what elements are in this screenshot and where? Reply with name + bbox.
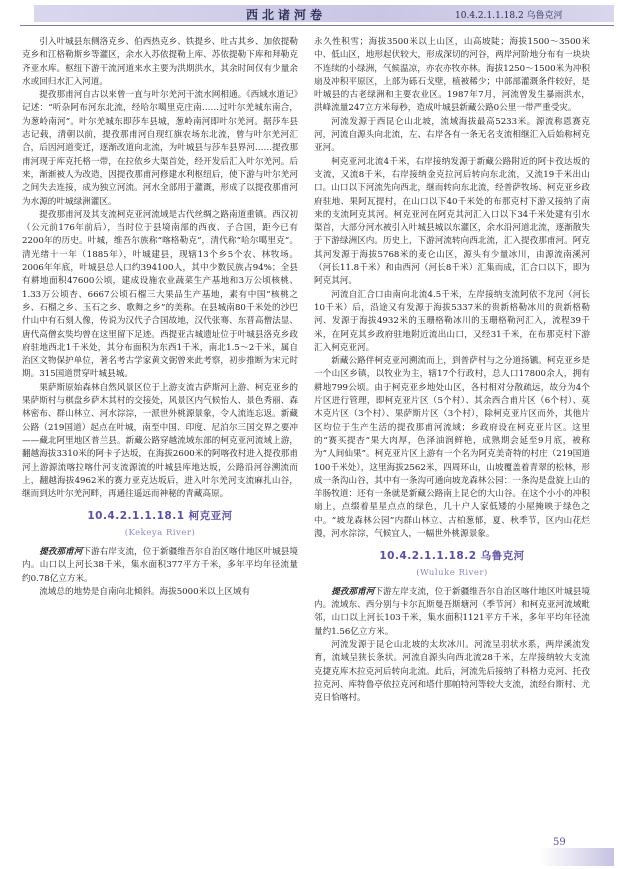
- paragraph: [314, 639, 590, 705]
- lead-term: 提孜那甫河: [331, 586, 375, 597]
- paragraph: 永久性积雪；海拔3500米以上山区，山高坡陡；海拔1500～3500米中、低山区，地形起伏较大，形成深切的河谷，两岸河阶地分布有一块块不连续的小绿洲，气候温凉，亦农亦牧亦林。海拔1250～1500米为冲积扇及冲积平原区，上部为砾石戈壁，植被稀少；中部部灌溉条件较好，是叶城县的古老绿洲和主要农业区。1987年7月，河流曾发生暴雨洪水，洪峰流量247立方米每秒，造成叶城县新藏公路0公里一带严重受灾。: [314, 37, 590, 114]
- paragraph: 果萨斯原始森林自然风景区位于上游支流古萨斯河上游、柯克亚乡的果萨斯村与棋盘乡萨木其村的交接处，风景区内气候怡人、景色秀丽、森林密布、群山林立、河水淙淙，一派世外桃源景象，令人流连忘返。新藏公路（219国道）起点在叶城，南至中国、印度、尼泊尔三国交界之要冲——藏北阿里地区普兰县。新藏公路穿越流域东部的柯克亚河流域上游，翻越海拔3310米的阿卡子达坂，在海拔2600米的阿喀孜村进入提孜那甫河上游源流喀拉喀什河支流源流的叶城县库地达坂，公路沿河谷溯流而上，翻越海拔4962米的赛力亚克达坂后，进入叶尔羌河支流麻扎山谷，继而到达叶尔羌河畔，再通往遥远而神秘的青藏高原。: [22, 382, 298, 500]
- section-heading-en: (Kekeya River): [124, 527, 196, 538]
- paragraph: [22, 586, 298, 599]
- paragraph: 河流自汇合口由南向北流4.5千米，左岸接纳支流阿依不龙河（河长10千米）后，沿途又有发源于海拔5337米的贵新格勒冰川的贵新格勒河、发源于海拔4932米的玉珊格勒冰川的玉珊格勒河汇入，流程39千米，在阿克其乡政府驻地附近流出山口，又经31千米，在布那克村下游汇入柯克亚河。: [314, 289, 590, 353]
- page-number: 59: [553, 837, 566, 848]
- footer-ornament: [540, 848, 614, 866]
- paragraph: 提孜那甫河自古以来曾一直与叶尔羌河干流水网相通。《西域水道记》记述：“听杂阿布河东北流，经哈尔噶里克庄南……过叶尔羌城东南合，为葱岭南河”。叶尔羌城东即莎车县城，葱岭南河即叶尔羌河。据莎车县志记载，清朝以前，提孜那甫河自现红旗农场东北流，曾与叶尔羌河汇合，后因河道变迁，逐渐改道向北流，为叶城县与莎车县界河……提孜那甫河现于库克托格一带，在拉依乡大渠首处，经开发后汇入叶尔羌河。后来，渐渐被人为改造，因提孜那甫河修建水利枢纽后，使下游与叶尔羌河之间失去连接，成为独立河流。河水全部用于灌溉，形成了以提孜那甫河为水源的叶城绿洲灌区。: [22, 90, 298, 207]
- paragraph-text: 下游右岸支流，位于新疆维吾尔自治区喀什地区叶城县境内。山口以上河长38千米，集水面积377平方千米，多年平均年径流量约0.78亿立方米。: [22, 546, 298, 584]
- paragraph-text: 河流发源于昆仑山北坡的太坎冰川。河流呈羽状水系，两岸溪流发育，流域呈狭长条状。河流自源头向西北流28千米，左岸接纳较大支流克捷克库木拉克河后转向北流。此后，河流先后接纳了科格力克河、托孜拉克河、库特鲁亭依拉克河和塔什那帕特河等较大支流，流经台斯村、尤克日恰喀村。: [314, 640, 590, 704]
- paragraph: 引入叶城县东侧洛克乡、伯西热克乡、铁提乡、吐古其乡、加依提勒克乡和江格勒斯乡等灌区，余水入苏依提勒上库、苏依提勒下库和拜勒克齐亚水库。枢纽下游干流河道来水主要为洪期洪水，其余时间仅有少量余水或回归水汇入河道。: [22, 37, 298, 87]
- header-rule: [20, 25, 614, 26]
- section-heading-cn: 10.4.2.1.1.18.2 乌鲁克河: [379, 550, 525, 563]
- left-column: [22, 36, 298, 599]
- paragraph: 河流发源于西昆仑山北坡，流域海拔最高5233米。源流称恩赛克河，河流自源头向北流，左、右岸各有一条无名支流相继汇入后始称柯克亚河。: [314, 116, 590, 154]
- paragraph: 新藏公路伴柯克亚河溯流而上，到普萨村与之分道扬镳。柯克亚乡是一个山区乡镇，以牧业为主，辖17个行政村，总人口17800余人，拥有耕地799公顷。由于柯克亚乡地处山区，各村相对分散疏远，故分为4个片区进行管理，即柯克亚片区（5个村）、其余西合甫片区（6个村）、莫木克片区（3个村）、果萨斯片区（3个村），除柯克亚片区而外，其他片区均位于生产生活的提孜那甫河流域；乡政府设在柯克亚片区。这里的“赛买提杏”果大肉厚，色泽油润鲜艳，成熟期会延至9月底，被称为“人间仙果”。柯克亚片区上游有一个名为阿克美奇特的村庄（219国道100千米处），这里海拔2562米，四周环山，山坡覆盖着青翠的松林，形成一条沟山谷，其中有一条沟可通向坡龙森林公园：一条沟是盘旋上山的羊肠牧道：还有一条就是新藏公路南上昆仑的大山谷。在这个小小的冲积扇上，点缀着星星点点的绿色，几十户人家低矮的小屋掩映于绿色之中。“坡龙森林公园”内群山林立、古柏葱郁，夏、秋季节，区内山花烂漫，河水淙淙，气候宜人，一幅世外桃源景象。: [314, 356, 590, 539]
- paragraph: 柯克亚河北流4千米，右岸接纳发源于新藏公路附近的阿卡孜达坂的支流，又流8千米，右岸接纳金克拉河后转向东北流，又流19千米出山口。山口以下河流先向西北，继而转向东北流，经普萨牧场、柯克亚乡政府驻地、果阿瓦提村，在山口以下40千米处的布那克村下游又接纳了南来的支流阿克其河。柯克亚河在阿克其河汇入口以下34千米处建有引水渠首，大部分河水被引入叶城县城以东灌区，余水沿河道北流，逐渐散失于下游绿洲区内。历史上，下游河流转向西北流，汇入提孜那甫河。阿克其河发源于海拔5768米的麦仑山区，源头有少量冰川，由源流南溪河（河长11.8千米）和由西河（河长8千米）汇集而成，汇合口以下，即为阿克其河。: [314, 156, 590, 287]
- paragraph-text: 下游左岸支流，位于新疆维吾尔自治区喀什地区叶城县境内。流域东、西分别与卡尔瓦斯曼吾斯塘河（季节河）和柯克亚河流域毗邻，山口以上河长103千米，集水面积1121平方千米，多年平均年径流量约1.56亿立方米。: [314, 586, 590, 637]
- section-heading-kekeya: [22, 510, 298, 540]
- paragraph-text: 流域总的地势是自南向北倾斜。海拔5000米以上区域有: [39, 586, 251, 597]
- right-column: [314, 36, 590, 706]
- section-heading-wuluke: [314, 550, 590, 580]
- section-heading-cn: 10.4.2.1.1.18.1 柯克亚河: [87, 510, 233, 523]
- paragraph: [314, 586, 590, 639]
- page-header: [0, 0, 618, 26]
- paragraph: [22, 546, 298, 586]
- paragraph: 提孜那甫河及其支流柯克亚河流域是古代丝绸之路南道重镇。西汉初（公元前176年前后），当时位于县境南部的西夜、子合国，距今已有2200年的历史。叶城，维吾尔族称“喀格勒克”，清代称“哈尔噶里克”。清光绪十一年（1885年），叶城建县，现辖13个乡5个农、林牧场。2006年年底，叶城县总人口约394100人，其中少数民族占94%；全县有耕地面积47600公顷，建成设施农业蔬菜生产基地和3万公顷核桃、1.33万公顷杏、6667公顷石榴三大果品生产基地，素有中国“核桃之乡、石榴之乡、玉石之乡、歌舞之乡”的美称。在县城南80千米处的沙巴什山中有石刻人像，传说为汉代子合国故地，汉代张骞、东晋高僧法显、唐代高僧玄奘均曾在这里留下足迹。西提亚古城遗址位于叶城县洛克乡政府驻地西北1千米处，其分布面积为东西1千米，南北1.5～2千米，属自治区文物保护单位，著名考古学家黄文弼曾来此考察，初步推断为宋元时期。315国道贯穿叶城县城。: [22, 209, 298, 380]
- section-heading-en: (Wuluke River): [416, 567, 488, 578]
- book-title: 西北诸河卷: [246, 8, 327, 22]
- running-section-ref: 10.4.2.1.1.18.2 乌鲁克河: [455, 11, 563, 21]
- lead-term: 提孜那甫河: [39, 546, 83, 557]
